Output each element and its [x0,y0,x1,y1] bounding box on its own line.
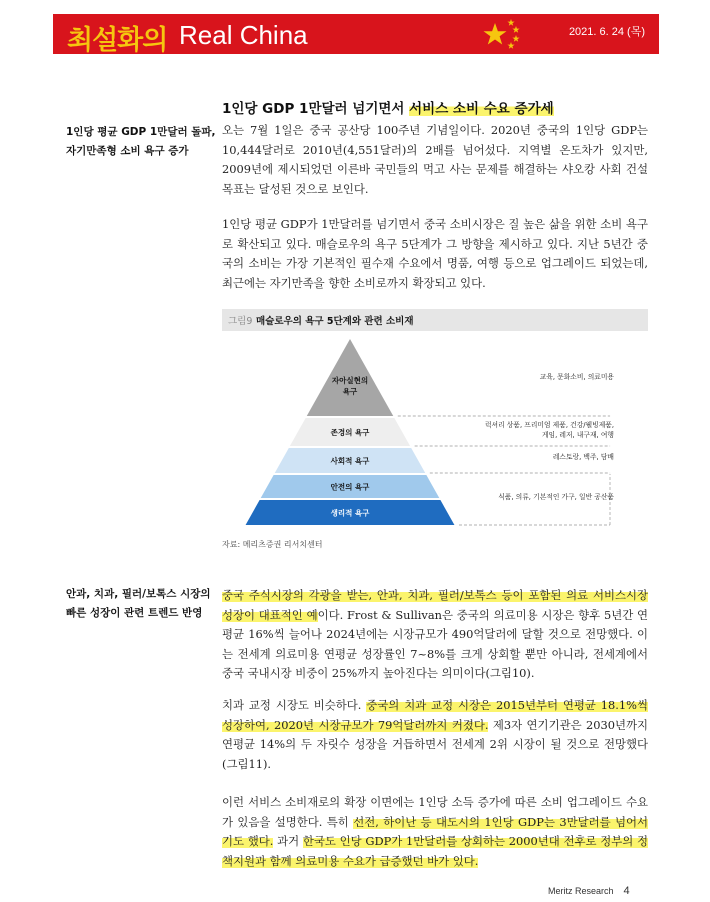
body-text: 제3자 연기기관은 2030년까지 연평균 14%의 두 자릿수 성장을 거듭하면서 전세계 2위 시장이 될 것으로 전망했다(그림11). [222,717,648,771]
pyramid-level-label: 욕구 [342,387,358,396]
paragraph-2: 1인당 평균 GDP가 1만달러를 넘기면서 중국 소비시장은 질 높은 삶을 위한 소비 욕구로 확산되고 있다. 매슬로우의 욕구 5단계가 그 방향을 제시하고 있다. 지난 5년간 중국의 소비는 가장 기본적인 필수재 수요에서 명품, 여행 등으로 업그레이드 되었는데, 최근에는 자기만족을 향한 소비로까지 확장되고 있다. [222,217,648,290]
body-text: 과거 [273,834,303,848]
pyramid-level-label: 자아실현의 [331,376,369,385]
footer-brand: Meritz Research [548,886,614,896]
pyramid-level-description: 교육, 문화소비, 의료미용 [539,373,614,381]
paragraph-5 [222,793,648,871]
report-date: 2021. 6. 24 (목) [568,26,645,38]
pyramid-level-description: 식품, 의류, 기본적인 가구, 일반 공산품 [498,493,614,501]
side-label-section-2 [66,585,216,623]
brand-korean-title: 최설화의 [67,25,168,56]
highlight-text: 한국도 인당 GDP가 1만달러를 상회하는 2000년대 전후로 정부의 정책지원과 함께 의료미용 수요가 급증했던 바가 있다. [222,834,648,868]
highlight-text: 중국 주식시장의 각광을 받는, 안과, 치과, 필러/보톡스 등이 포함된 의료 서비스시장 성장이 대표적인 예 [222,588,648,622]
pyramid-level-label: 안전의 욕구 [330,482,370,492]
page-title [222,97,554,117]
body-text: 이런 서비스 소비재로의 확장 이면에는 1인당 소득 증가에 따른 소비 업그레이드 수요가 있음을 설명한다. 특히 [222,795,648,829]
figure-title: 매슬로우의 욕구 5단계와 관련 소비재 [256,316,414,327]
page-footer [548,885,630,897]
pyramid-level-description: 게임, 레저, 내구재, 여행 [541,431,614,439]
highlight-text: 선전, 하이난 등 대도시의 1인당 GDP는 3만달러를 넘어서기도 했다. [222,814,648,848]
highlight-text: 중국의 치과 교정 시장은 2015년부터 연평균 18.1%씩 성장하여, 2020년 시장규모가 79억달러까지 커졌다. [222,698,648,732]
body-text: 이다. Frost & Sullivan은 중국의 의료미용 시장은 향후 5년간 연평균 16%씩 늘어나 2024년에는 시장규모가 490억달러에 달할 것으로 전망했다. 이는 전세계 의료미용 연평균 성장률인 7~8%를 크게 상회할 뿐만 아니라, 전세계에서 중국 국내시장 비중이 25%까지 높아진다는 의미이다(그림10). [222,607,648,680]
paragraph-1: 오는 7월 1일은 중국 공산당 100주년 기념일이다. 2020년 중국의 1인당 GDP는 10,444달러로 2010년(4,551달러)의 2배를 넘어섰다. 지역별 온도차가 있지만, 2009년에 제시되었던 이른바 국민들의 먹고 사는 문제를 해결하는 샤오캉 사회 건설 목표는 달성된 것으로 보인다. [222,123,648,196]
side-label-section-1 [66,123,216,161]
page-number: 4 [623,885,630,897]
side-label-line: 자기만족형 소비 욕구 증가 [66,145,189,157]
side-label-line: 안과, 치과, 필러/보톡스 시장의 [66,588,211,600]
paragraph-4 [222,696,648,774]
pyramid-level-label: 생리적 욕구 [330,508,370,518]
pyramid-level-description: 레스토랑, 백주, 담배 [552,453,614,461]
side-label-line: 빠른 성장이 관련 트렌드 반영 [66,607,203,619]
figure-source: 자료: 메리츠증권 리서치센터 [222,540,323,549]
title-highlight: 서비스 소비 수요 증가세 [409,101,554,117]
china-stars-icon [483,16,523,52]
body-text: 치과 교정 시장도 비슷하다. [222,698,367,712]
pyramid-level-description: 럭셔리 상품, 프리미엄 제품, 건강/웰빙제품, [484,421,614,429]
report-header-banner [53,14,659,54]
maslow-pyramid-figure [222,331,648,536]
pyramid-level-label: 사회적 욕구 [330,456,370,466]
figure-title-bar [222,309,648,331]
title-main: 1인당 GDP 1만달러 넘기면서 [222,101,410,117]
paragraph-3 [222,586,648,684]
brand-english-title: Real China [179,20,308,50]
pyramid-level-label: 존경의 욕구 [330,428,370,437]
figure-number: 그림9 [228,316,253,327]
side-label-line: 1인당 평균 GDP 1만달러 돌파, [66,126,216,138]
